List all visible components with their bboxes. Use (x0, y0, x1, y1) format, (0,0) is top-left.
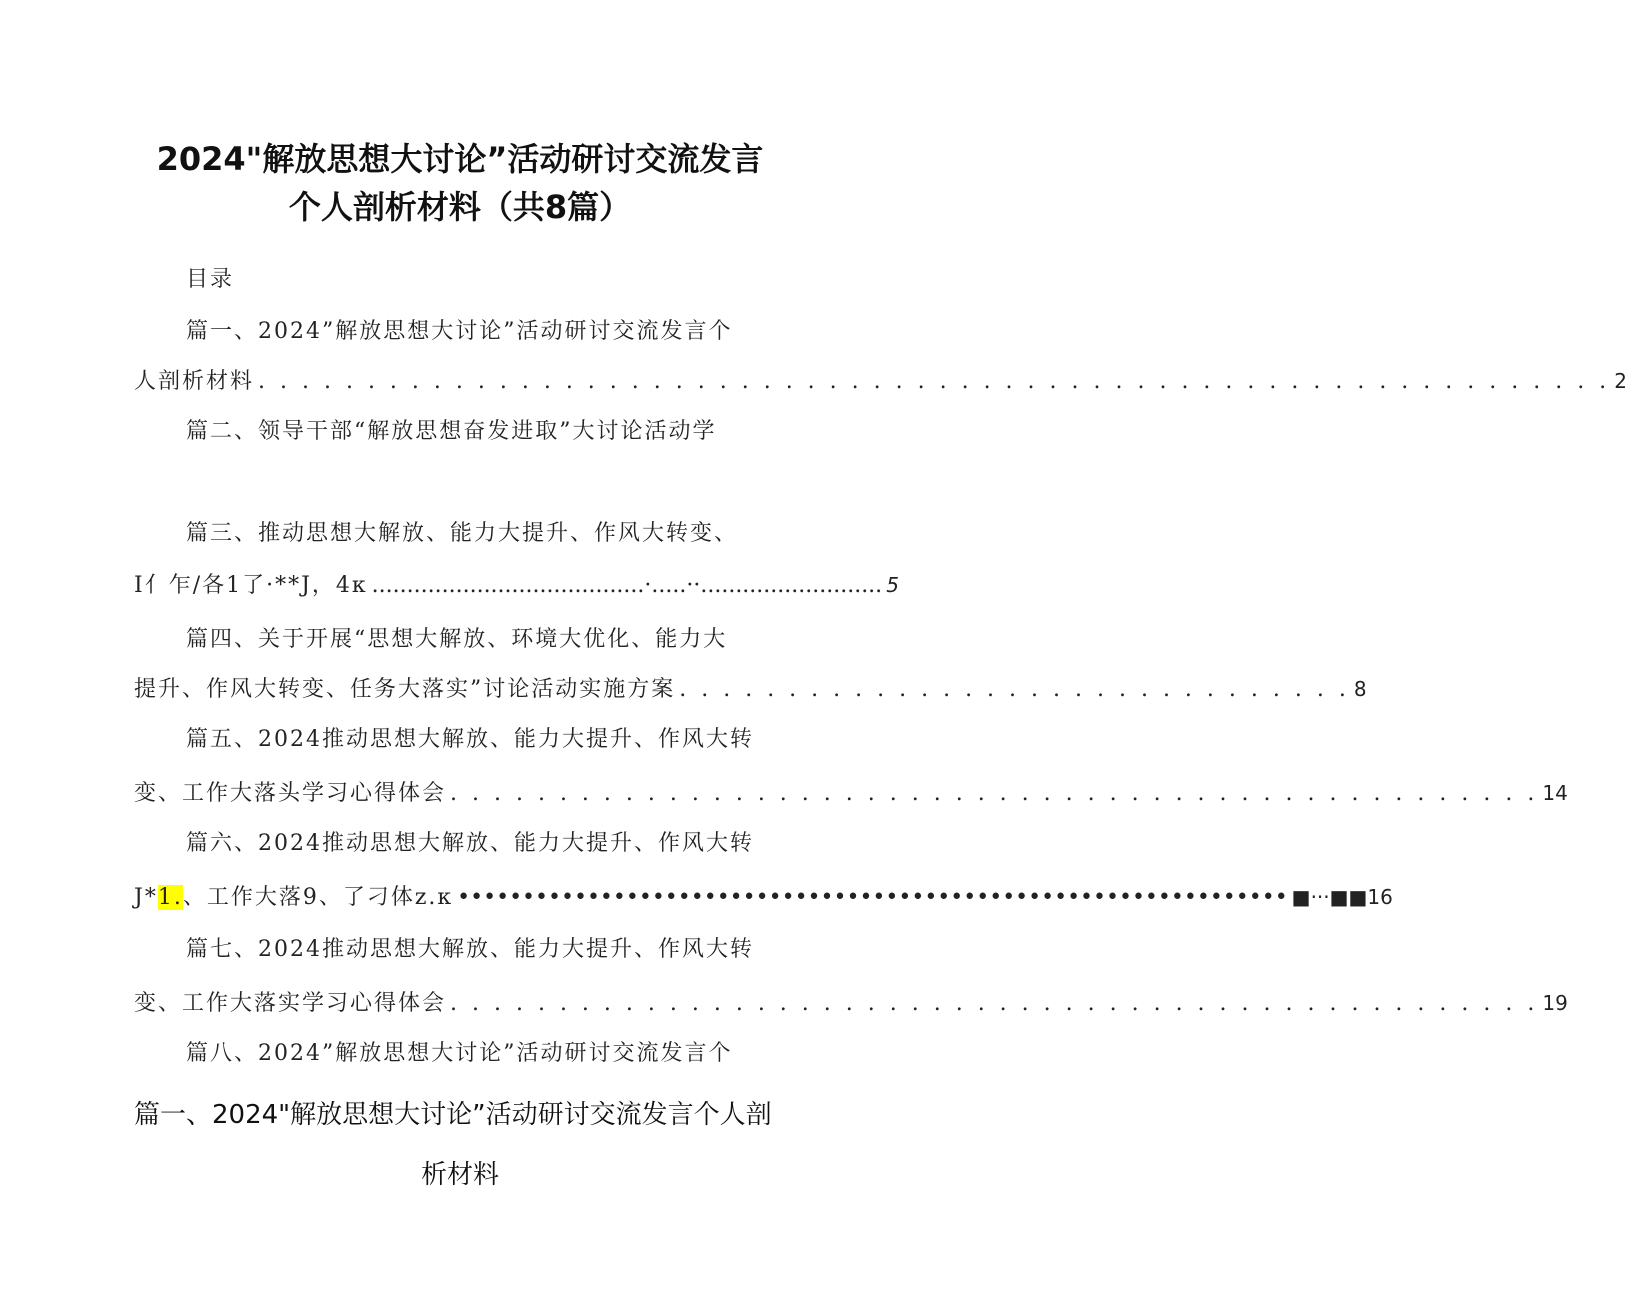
toc-entry-1-text: 人剖析材料 (134, 369, 255, 394)
toc-entry-7-line-1[interactable]: 篇七、2024推动思想大解放、能力大提升、作风大转 (186, 937, 754, 962)
toc-entry-6-prefix: J* (134, 885, 158, 910)
toc-entry-3-line-2[interactable] (134, 568, 899, 599)
toc-entry-1-page: 2 (1614, 369, 1627, 393)
document-title-line-2: 个人剖析材料（共8篇） (288, 188, 632, 226)
toc-entry-4-line-1[interactable]: 篇四、关于开展“思想大解放、环境大优化、能力大 (186, 627, 728, 652)
section-heading-line-1: 篇一、2024"解放思想大讨论”活动研讨交流发言个人剖 (134, 1100, 772, 1130)
toc-leader-dots: . . . . . . . . . . . . . . . . . . . . . . . . . . . . . . . . . . . . . . . . . . . . . . . . . . (450, 991, 1539, 1016)
toc-entry-3-line-1[interactable]: 篇三、推动思想大解放、能力大提升、作风大转变、 (186, 521, 739, 546)
toc-entry-2-line-1[interactable]: 篇二、领导干部“解放思想奋发进取”大讨论活动学 (186, 419, 717, 444)
toc-entry-5-text: 变、工作大落头学习心得体会 (134, 781, 447, 806)
toc-entry-4-text: 提升、作风大转变、任务大落实”讨论活动实施方案 (134, 677, 676, 702)
toc-entry-4-line-2[interactable] (134, 672, 1367, 703)
toc-leader-dots: . . . . . . . . . . . . . . . . . . . . . . . . . . . . . . . . . . . . . . . . . . . . . . . . . . . . . . . . . . . . . . (258, 369, 1611, 394)
toc-entry-3-text: I亻乍/各1了·**J，4к (134, 573, 368, 598)
toc-leader-dots: . . . . . . . . . . . . . . . . . . . . . . . . . . . . . . . (679, 677, 1350, 702)
section-heading-line-2: 析材料 (420, 1160, 499, 1190)
toc-entry-1-line-2[interactable] (134, 364, 1627, 395)
toc-label: 目录 (186, 267, 235, 292)
toc-entry-6-rest: 、工作大落9、了刁体z.к (182, 885, 454, 910)
toc-entry-7-line-2[interactable] (134, 986, 1568, 1017)
toc-entry-7-page: 19 (1542, 991, 1568, 1015)
toc-leader-dots: •••••••••••••••••••••••••••••••••••••••••••••••••••••••••••••••• (457, 885, 1288, 910)
toc-leader-dots: . . . . . . . . . . . . . . . . . . . . . . . . . . . . . . . . . . . . . . . . . . . . . . . . . . (450, 781, 1539, 806)
toc-entry-6-line-2[interactable] (134, 880, 1393, 911)
toc-entry-6-line-1[interactable]: 篇六、2024推动思想大解放、能力大提升、作风大转 (186, 831, 754, 856)
toc-entry-4-page: 8 (1353, 677, 1367, 701)
toc-entry-7-text: 变、工作大落实学习心得体会 (134, 991, 447, 1016)
toc-entry-6-highlight: 1. (157, 885, 183, 910)
toc-entry-6-text (134, 880, 453, 911)
toc-entry-8-line-1[interactable]: 篇八、2024”解放思想大讨论”活动研讨交流发言个 (186, 1041, 733, 1066)
toc-entry-5-line-1[interactable]: 篇五、2024推动思想大解放、能力大提升、作风大转 (186, 727, 754, 752)
toc-entry-3-page: 5 (886, 573, 899, 597)
toc-entry-5-page: 14 (1542, 781, 1568, 805)
toc-entry-6-page: ■···■■16 (1291, 885, 1393, 909)
toc-leader-dots: .......................................·.....··.......................... (371, 573, 883, 598)
document-title-line-1: 2024"解放思想大讨论”活动研讨交流发言 (156, 140, 764, 178)
toc-entry-5-line-2[interactable] (134, 776, 1568, 807)
toc-entry-1-line-1[interactable]: 篇一、2024”解放思想大讨论”活动研讨交流发言个 (186, 319, 733, 344)
